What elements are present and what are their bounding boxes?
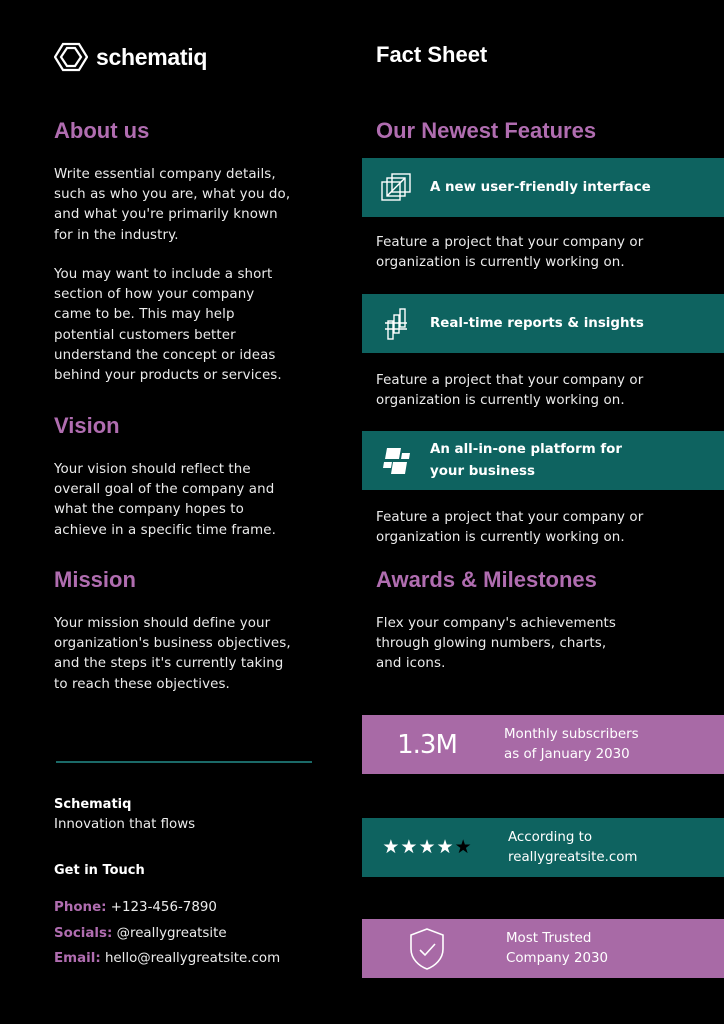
contact-label: Phone: bbox=[54, 900, 107, 915]
feature-title bbox=[430, 313, 644, 335]
text-line: and what you're primarily known bbox=[54, 207, 278, 223]
about-paragraph-1 bbox=[54, 165, 290, 246]
feature-description bbox=[376, 371, 643, 411]
text-line: organization is currently working on. bbox=[376, 393, 625, 409]
about-paragraph-2 bbox=[54, 265, 282, 386]
stat-banner-subscribers bbox=[362, 715, 724, 774]
text-line: potential customers better bbox=[54, 327, 236, 343]
feature-banner-interface bbox=[362, 158, 724, 217]
text-line: as of January 2030 bbox=[504, 746, 630, 762]
about-heading: About us bbox=[54, 118, 150, 143]
stat-caption bbox=[506, 929, 608, 969]
text-line: Write essential company details, bbox=[54, 167, 276, 182]
phone-value[interactable]: +123-456-7890 bbox=[110, 900, 217, 915]
vision-heading: Vision bbox=[54, 413, 120, 438]
contact-socials bbox=[54, 926, 227, 941]
star-rating bbox=[382, 838, 471, 857]
text-line: reallygreatsite.com bbox=[508, 849, 638, 865]
socials-value[interactable]: @reallygreatsite bbox=[116, 926, 227, 941]
contact-email bbox=[54, 951, 280, 966]
feature-title bbox=[430, 177, 651, 199]
awards-heading: Awards & Milestones bbox=[376, 567, 597, 592]
text-line: to reach these objectives. bbox=[54, 676, 230, 692]
bar-chart-icon bbox=[362, 307, 430, 341]
text-line: and the steps it's currently taking bbox=[54, 656, 284, 672]
text-line: Feature a project that your company or bbox=[376, 373, 644, 388]
star-icon: ★ bbox=[400, 836, 418, 858]
contact-label: Socials: bbox=[54, 926, 113, 941]
title-line: Real-time reports & insights bbox=[430, 315, 644, 331]
text-line: such as who you are, what you do, bbox=[54, 187, 291, 203]
shield-check-icon bbox=[408, 927, 446, 971]
divider bbox=[56, 761, 312, 763]
text-line: section of how your company bbox=[54, 287, 255, 303]
brand-name: schematiq bbox=[96, 43, 208, 70]
stat-banner-trusted bbox=[362, 919, 724, 978]
star-icon: ★ bbox=[436, 836, 454, 858]
mission-heading: Mission bbox=[54, 567, 136, 592]
text-line: organization is currently working on. bbox=[376, 255, 625, 271]
text-line: for in the industry. bbox=[54, 227, 179, 243]
text-line: You may want to include a short bbox=[54, 267, 273, 282]
star-empty-icon: ★ bbox=[454, 836, 472, 858]
diamond-link-icon bbox=[54, 42, 88, 72]
text-line: overall goal of the company and bbox=[54, 482, 275, 498]
feature-description bbox=[376, 508, 643, 548]
platform-blocks-icon bbox=[362, 446, 430, 476]
awards-text bbox=[376, 614, 616, 675]
text-line: Your vision should reflect the bbox=[54, 462, 251, 477]
text-line: and icons. bbox=[376, 656, 446, 672]
text-line: understand the concept or ideas bbox=[54, 347, 276, 363]
layered-cubes-icon bbox=[362, 172, 430, 204]
star-icon: ★ bbox=[418, 836, 436, 858]
page-title: Fact Sheet bbox=[376, 42, 488, 67]
stat-value: 1.3M bbox=[397, 729, 457, 760]
mission-text bbox=[54, 614, 291, 695]
feature-description bbox=[376, 233, 643, 273]
footer-company-name: Schematiq bbox=[54, 797, 132, 812]
text-line: Your mission should define your bbox=[54, 616, 271, 631]
contact-phone bbox=[54, 900, 217, 915]
text-line: Feature a project that your company or bbox=[376, 235, 644, 250]
stat-caption bbox=[504, 725, 639, 765]
text-line: achieve in a specific time frame. bbox=[54, 522, 276, 538]
email-value[interactable]: hello@reallygreatsite.com bbox=[104, 951, 281, 966]
stat-banner-rating bbox=[362, 818, 724, 877]
contact-label: Email: bbox=[54, 951, 101, 966]
text-line: organization is currently working on. bbox=[376, 530, 625, 546]
vision-text bbox=[54, 460, 276, 541]
features-heading: Our Newest Features bbox=[376, 118, 597, 143]
text-line: came to be. This may help bbox=[54, 307, 235, 323]
text-line: Most Trusted bbox=[506, 930, 592, 946]
stat-caption bbox=[508, 828, 637, 868]
get-in-touch-heading: Get in Touch bbox=[54, 863, 145, 878]
feature-banner-reports bbox=[362, 294, 724, 353]
text-line: what the company hopes to bbox=[54, 502, 244, 518]
text-line: through glowing numbers, charts, bbox=[376, 636, 607, 652]
feature-title bbox=[430, 439, 622, 483]
title-line: your business bbox=[430, 463, 535, 479]
text-line: Flex your company's achievements bbox=[376, 616, 616, 631]
title-line: An all-in-one platform for bbox=[430, 441, 622, 457]
text-line: behind your products or services. bbox=[54, 368, 282, 384]
text-line: Feature a project that your company or bbox=[376, 510, 644, 525]
brand-logo bbox=[54, 42, 207, 72]
feature-banner-platform bbox=[362, 431, 724, 490]
text-line: Monthly subscribers bbox=[504, 726, 639, 742]
text-line: According to bbox=[508, 829, 593, 845]
text-line: organization's business objectives, bbox=[54, 636, 291, 652]
title-line: A new user-friendly interface bbox=[430, 179, 651, 195]
star-icon: ★ bbox=[382, 836, 400, 858]
footer-tagline: Innovation that flows bbox=[54, 817, 196, 832]
text-line: Company 2030 bbox=[506, 950, 609, 966]
